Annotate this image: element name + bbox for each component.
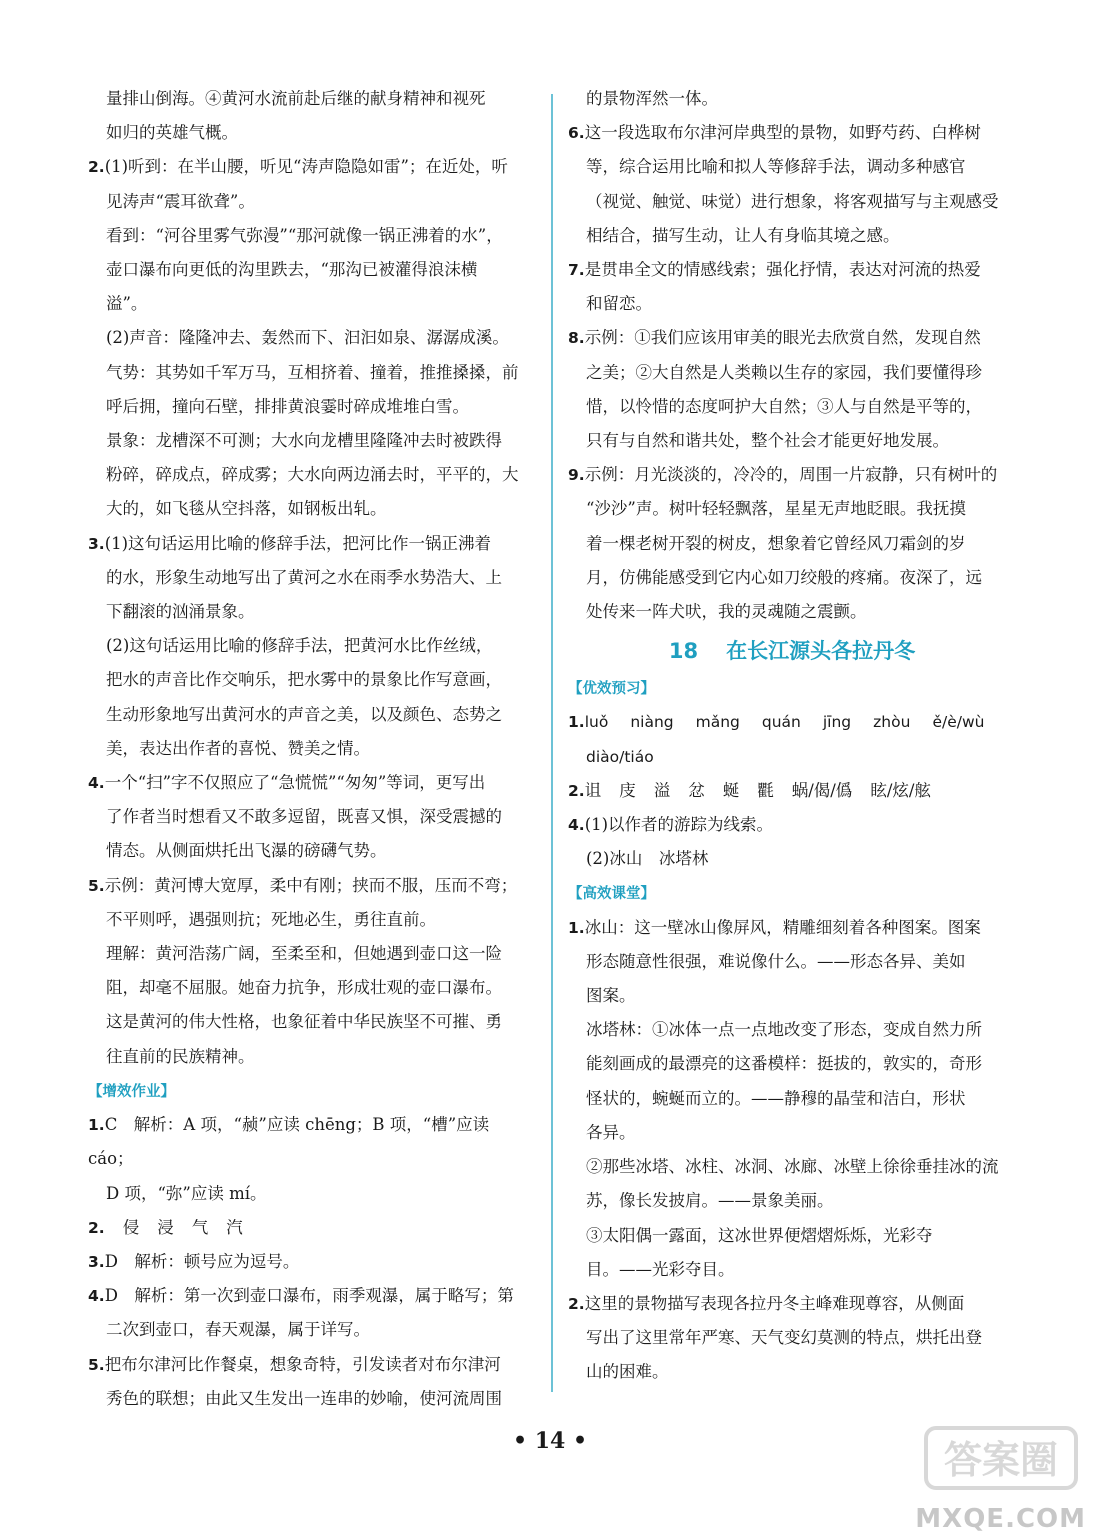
pinyin-answer: mǎng xyxy=(695,713,740,732)
question-number: 8. xyxy=(568,329,585,348)
text-line: 见涛声“震耳欲聋”。 xyxy=(106,191,255,211)
text-line: 把布尔津河比作餐桌，想象奇特，引发读者对布尔津河 xyxy=(104,1354,501,1374)
question-number: 3. xyxy=(88,1252,105,1271)
question-number: 9. xyxy=(568,466,585,485)
section-tag-classroom: 【高效课堂】 xyxy=(568,886,655,903)
answer-word: 诅 xyxy=(584,780,602,800)
answer-word: 浸 xyxy=(157,1217,174,1237)
lesson-name: 在长江源头各拉丹冬 xyxy=(726,639,916,664)
text-line: 目。——光彩夺目。 xyxy=(586,1259,735,1279)
text-line: 气势：其势如千军万马，互相挤着、撞着，推推搡搡，前 xyxy=(106,362,519,382)
text-line: （视觉、触觉、味觉）进行想象，将客观描写与主观感受 xyxy=(586,191,999,211)
text-line: 看到：“河谷里雾气弥漫”“那河就像一锅正沸着的水”， xyxy=(106,225,503,245)
page-number: • 14 • xyxy=(512,1428,588,1454)
text-line: (1)听到：在半山腰，听见“涛声隐隐如雷”；在近处，听 xyxy=(104,157,508,177)
preview-1 xyxy=(568,705,1016,773)
answer-word: 忿 xyxy=(688,780,705,800)
text-line: 着一棵老树开裂的树皮，想象着它曾经风刀霜剑的岁 xyxy=(586,533,966,553)
answer-word: 溢 xyxy=(653,780,671,800)
text-line: 示例：月光淡淡的，冷冷的，周围一片寂静，只有树叶的 xyxy=(584,465,998,485)
text-line: 示例：黄河博大宽厚，柔中有刚；挟而不服，压而不弯； xyxy=(104,875,518,895)
text-line: 这是黄河的伟大性格，也象征着中华民族坚不可摧、勇 xyxy=(106,1012,502,1032)
answer-word: 汽 xyxy=(226,1217,243,1237)
answer-word: 蜒 xyxy=(722,780,740,800)
question-number: 2. xyxy=(88,158,105,177)
section-tag-preview: 【优效预习】 xyxy=(568,681,655,698)
text-line: 这里的景物描写表现各拉丹冬主峰难现尊容，从侧面 xyxy=(584,1293,965,1313)
text-line: ③太阳偶一露面，这冰世界便熠熠烁烁，光彩夺 xyxy=(586,1225,933,1245)
text-line: 壶口瀑布向更低的沟里跌去，“那沟已被灌得浪沫横 xyxy=(106,260,478,280)
classroom-2 xyxy=(568,1287,1016,1390)
text-line: (1)以作者的游踪为线索。 xyxy=(584,815,774,835)
pinyin-answer: ě/è/wù xyxy=(932,713,985,732)
answer-5 xyxy=(88,869,534,1074)
text-line: 量排山倒海。④黄河水流前赴后继的献身精神和视死 xyxy=(106,89,486,108)
text-line: 呼后拥，撞向石壁，排排黄浪霎时碎成堆堆白雪。 xyxy=(106,396,469,416)
question-number: 2. xyxy=(568,1294,585,1313)
text-line: 冰塔林：①冰体一点一点地改变了形态，变成自然力所 xyxy=(586,1020,982,1040)
answer-word: 氍 xyxy=(757,780,774,800)
text-line: 只有与自然和谐共处，整个社会才能更好地发展。 xyxy=(586,431,949,451)
text-line: (2)声音：隆隆冲去、轰然而下、汩汩如泉、潺潺成溪。 xyxy=(106,328,509,348)
text-line: 是贯串全文的情感线索；强化抒情，表达对河流的热爱 xyxy=(584,260,981,280)
question-number: 5. xyxy=(88,876,105,895)
text-line: 一个“扫”字不仅照应了“急慌慌”“匆匆”等词，更写出 xyxy=(104,773,486,793)
question-number: 7. xyxy=(568,261,585,280)
question-number: 4. xyxy=(88,774,105,793)
right-column xyxy=(568,82,1016,1390)
pinyin-answer: luǒ xyxy=(584,713,609,732)
text-line: 等，综合运用比喻和拟人等修辞手法，调动多种感官 xyxy=(586,157,966,177)
homework-1 xyxy=(88,1108,534,1211)
watermark-logo-text: 答案圈 xyxy=(943,1438,1059,1482)
question-number: 1. xyxy=(568,918,585,937)
text-line: 苏，像长发披肩。——景象美丽。 xyxy=(586,1191,834,1211)
section-tag-homework: 【增效作业】 xyxy=(88,1083,175,1100)
homework-3 xyxy=(88,1245,534,1279)
text-line: 大的，如飞毯从空抖落，如钢板出轧。 xyxy=(106,499,387,519)
pinyin-answer: niàng xyxy=(630,713,674,732)
answer-word: 庋 xyxy=(619,780,636,800)
column-divider xyxy=(551,94,553,1392)
text-line: 之美；②大自然是人类赖以生存的家园，我们要懂得珍 xyxy=(586,362,982,382)
text-line: D 项，“弥”应读 mí。 xyxy=(106,1183,267,1203)
text-line: 相结合，描写生动，让人有身临其境之感。 xyxy=(586,225,900,245)
answer-2 xyxy=(88,150,534,526)
text-line: 景象：龙槽深不可测；大水向龙槽里隆隆冲去时被跌得 xyxy=(106,431,502,451)
answer-word: 气 xyxy=(191,1217,209,1237)
text-line: 冰山：这一壁冰山像屏风，精雕细刻着各种图案。图案 xyxy=(584,917,981,937)
homework-5 xyxy=(88,1348,534,1416)
text-line: 写出了这里常年严寒、天气变幻莫测的特点，烘托出登 xyxy=(586,1328,982,1348)
left-column xyxy=(88,82,534,1416)
answer-3 xyxy=(88,527,534,766)
text-line: 图案。 xyxy=(586,986,636,1006)
text-line: 阻，却毫不屈服。她奋力抗争，形成壮观的壶口瀑布。 xyxy=(106,978,502,998)
answer-word: 侵 xyxy=(122,1217,140,1237)
classroom-1 xyxy=(568,911,1016,1287)
lesson-title xyxy=(568,631,1016,671)
text-line: 理解：黄河浩荡广阔，至柔至和，但她遇到壶口这一险 xyxy=(106,944,502,964)
text-line: 情态。从侧面烘托出飞瀑的磅礴气势。 xyxy=(106,841,387,861)
text-line: (1)这句话运用比喻的修辞手法，把河比作一锅正沸着 xyxy=(104,533,492,553)
question-number: 2. xyxy=(568,781,585,800)
text-line: 溢”。 xyxy=(106,294,148,314)
text-line: 山的困难。 xyxy=(586,1362,669,1382)
preview-2 xyxy=(568,774,1016,808)
text-line: D 解析：顿号应为逗号。 xyxy=(104,1251,300,1271)
question-number: 2. xyxy=(88,1218,105,1237)
question-number: 1. xyxy=(568,713,585,732)
text-line: 下翻滚的汹涌景象。 xyxy=(106,602,255,622)
question-number: 6. xyxy=(568,124,585,143)
text-line: “沙沙”声。树叶轻轻飘落，星星无声地眨眼。我抚摸 xyxy=(586,499,966,519)
watermark-url: MXQE.COM xyxy=(915,1504,1086,1534)
pinyin-answer: quán xyxy=(761,713,801,732)
text-line: 二次到壶口，春天观瀑，属于详写。 xyxy=(106,1320,370,1340)
answer-7 xyxy=(568,253,1016,321)
text-line: D 解析：第一次到壶口瀑布，雨季观瀑，属于略写；第 xyxy=(104,1286,514,1306)
homework-2 xyxy=(88,1211,534,1245)
text-line: 的景物浑然一体。 xyxy=(586,89,718,108)
answer-6 xyxy=(568,116,1016,253)
text-line: 美，表达出作者的喜悦、赞美之情。 xyxy=(106,738,370,758)
text-line: 处传来一阵犬吠，我的灵魂随之震颤。 xyxy=(586,602,867,622)
text-line: C 解析：A 项，“赪”应读 chēng；B 项，“槽”应读 cáo； xyxy=(88,1115,490,1169)
pinyin-answer: jīng xyxy=(822,713,852,732)
answer-word: 眩/炫/舷 xyxy=(870,780,931,800)
text-line: 了作者当时想看又不敢多逗留，既喜又惧，深受震撼的 xyxy=(106,807,502,827)
answer-9 xyxy=(568,458,1016,629)
homework-4 xyxy=(88,1279,534,1347)
text-line: 生动形象地写出黄河水的声音之美，以及颜色、态势之 xyxy=(106,704,502,724)
text-line: 能刻画成的最漂亮的这番模样：挺拔的，敦实的，奇形 xyxy=(586,1054,982,1074)
text-line: 不平则呼，遇强则抗；死地必生，勇往直前。 xyxy=(106,909,436,929)
text-line: 这一段选取布尔津河岸典型的景物，如野芍药、白桦树 xyxy=(584,123,981,143)
text-line: 惜，以怜惜的态度呵护大自然；③人与自然是平等的， xyxy=(586,396,982,416)
text-line: 把水的声音比作交响乐，把水雾中的景象比作写意画， xyxy=(106,670,502,690)
text-line: 秀色的联想；由此又生发出一连串的妙喻，使河流周围 xyxy=(106,1388,502,1408)
text-line: 各异。 xyxy=(586,1122,636,1142)
answer-8 xyxy=(568,321,1016,458)
answer-4 xyxy=(88,766,534,869)
text-line: 和留恋。 xyxy=(586,294,652,314)
answer-word: 蜗/偈/僞 xyxy=(791,780,853,800)
text-line: (2)冰山 冰塔林 xyxy=(586,849,709,869)
question-number: 1. xyxy=(88,1116,105,1135)
question-number: 5. xyxy=(88,1355,105,1374)
text-line: 粉碎，碎成点，碎成雾；大水向两边涌去时，平平的，大 xyxy=(106,465,519,485)
question-number: 4. xyxy=(88,1287,105,1306)
question-number: 4. xyxy=(568,816,585,835)
text-line: 的水，形象生动地写出了黄河之水在雨季水势浩大、上 xyxy=(106,567,502,587)
text-line: 月，仿佛能感受到它内心如刀绞般的疼痛。夜深了，远 xyxy=(586,567,982,587)
preview-4 xyxy=(568,808,1016,876)
text-line: 示例：①我们应该用审美的眼光去欣赏自然，发现自然 xyxy=(584,328,981,348)
lesson-number: 18 xyxy=(668,639,699,664)
text-line: 形态随意性很强，难说像什么。——形态各异、美如 xyxy=(586,951,966,971)
text-line: (2)这句话运用比喻的修辞手法，把黄河水比作丝绒， xyxy=(106,636,493,656)
question-number: 3. xyxy=(88,534,105,553)
pinyin-answer: zhòu xyxy=(873,713,911,732)
text-line: 怪状的，蜿蜒而立的。——静穆的晶莹和洁白，形状 xyxy=(586,1088,966,1108)
text-line: 往直前的民族精神。 xyxy=(106,1046,255,1066)
pinyin-answer: diào/tiáo xyxy=(586,747,654,766)
text-line: 如归的英雄气概。 xyxy=(106,123,238,143)
text-line: ②那些冰塔、冰柱、冰洞、冰廊、冰壁上徐徐垂挂冰的流 xyxy=(586,1157,999,1177)
